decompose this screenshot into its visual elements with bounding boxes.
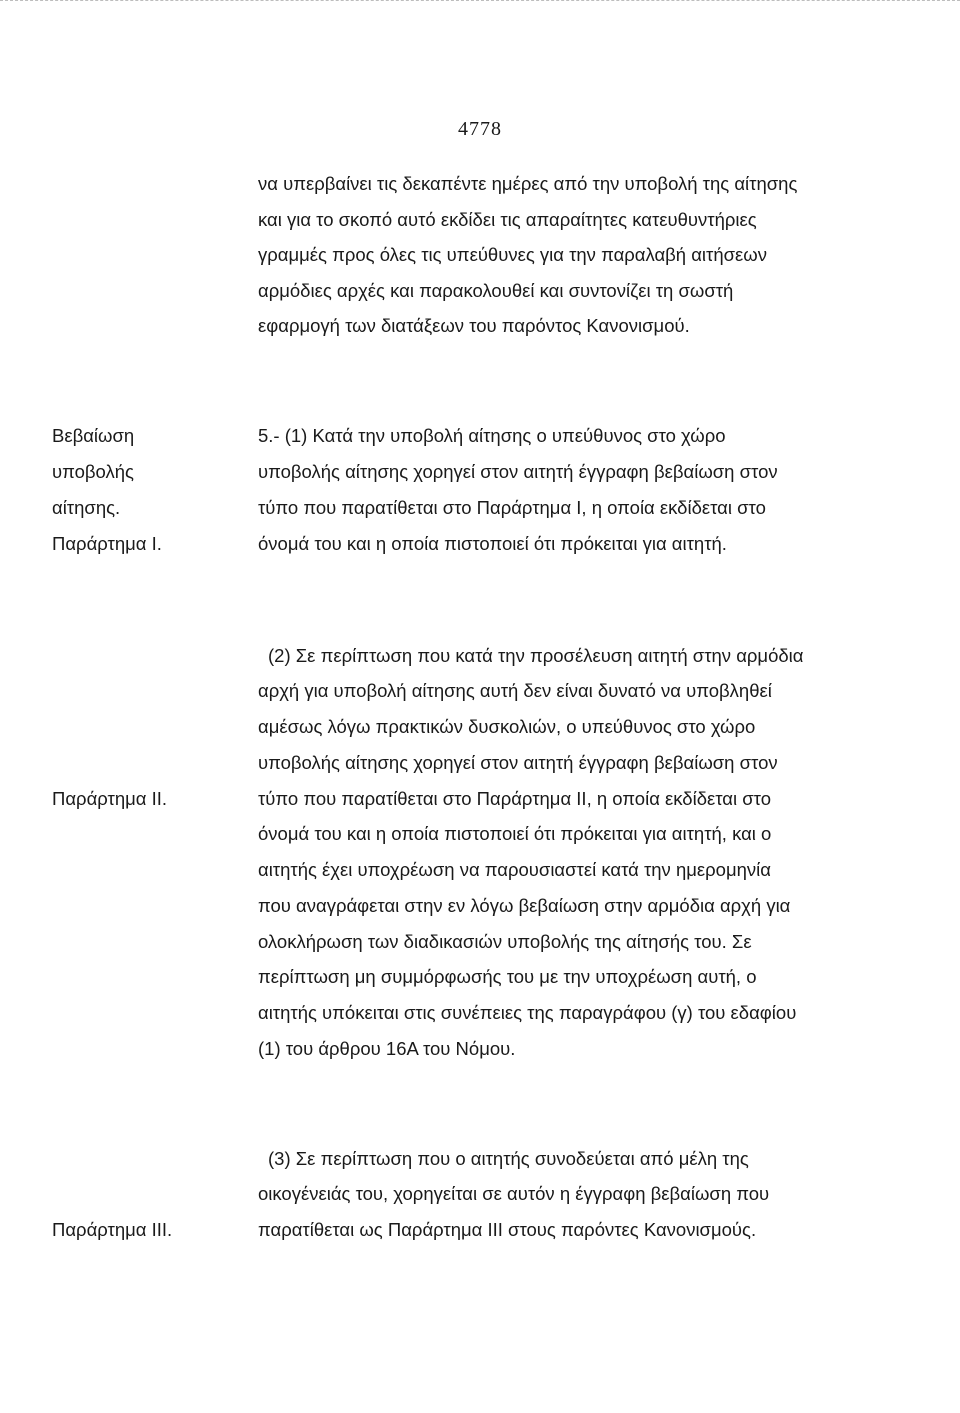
- intro-line: να υπερβαίνει τις δεκαπέντε ημέρες από την υποβολή της αίτησης: [258, 173, 798, 194]
- paragraph2-line: αρχή για υποβολή αίτησης αυτή δεν είναι δυνατό να υποβληθεί: [258, 680, 772, 701]
- paragraph2-line: όνομά του και η οποία πιστοποιεί ότι πρόκειται για αιτητή, και ο: [258, 823, 772, 844]
- paragraph2-line: (1) του άρθρου 16Α του Νόμου.: [258, 1038, 516, 1059]
- margin-note-line: αίτησης.: [52, 497, 121, 518]
- margin-note-line: Βεβαίωση: [52, 425, 135, 446]
- paragraph2-line: περίπτωση μη συμμόρφωσής του με την υποχρέωση αυτή, ο: [258, 966, 757, 987]
- intro-line: αρμόδιες αρχές και παρακολουθεί και συντονίζει τη σωστή: [258, 280, 734, 301]
- paragraph3-line: οικογένειάς του, χορηγείται σε αυτόν η έγγραφη βεβαίωση που: [258, 1183, 770, 1204]
- paragraph3-margin-note: Παράρτημα ΙΙΙ.: [52, 1219, 173, 1240]
- section5-line: τύπο που παρατίθεται στο Παράρτημα Ι, η οποία εκδίδεται στο: [258, 497, 766, 518]
- page-number: 4778: [458, 118, 502, 140]
- paragraph3-line-text: (3) Σε περίπτωση που ο αιτητής συνοδεύεται από μέλη της: [268, 1148, 749, 1169]
- paragraph2-line: ολοκλήρωση των διαδικασιών υποβολής της αίτησής του. Σε: [258, 931, 752, 952]
- paragraph2-margin-note: Παράρτημα ΙΙ.: [52, 788, 168, 809]
- margin-note-line: υποβολής: [52, 461, 134, 482]
- paragraph2-line: αιτητής υπόκειται στις συνέπειες της παραγράφου (γ) του εδαφίου: [258, 1002, 797, 1023]
- top-scan-border: [0, 0, 960, 5]
- intro-line: και για το σκοπό αυτό εκδίδει τις απαραίτητες κατευθυντήριες: [258, 209, 757, 230]
- paragraph2-line: υποβολής αίτησης χορηγεί στον αιτητή έγγραφη βεβαίωση στον: [258, 752, 778, 773]
- margin-note-line: Παράρτημα Ι.: [52, 533, 162, 554]
- section5-line: όνομά του και η οποία πιστοποιεί ότι πρόκειται για αιτητή.: [258, 533, 727, 554]
- section5-line: 5.- (1) Κατά την υποβολή αίτησης ο υπεύθυνος στο χώρο: [258, 425, 726, 446]
- section5-line: υποβολής αίτησης χορηγεί στον αιτητή έγγραφη βεβαίωση στον: [258, 461, 778, 482]
- paragraph2-line: [258, 644, 803, 668]
- paragraph3-line: [258, 1147, 749, 1171]
- paragraph2-line: αμέσως λόγω πρακτικών δυσκολιών, ο υπεύθυνος στο χώρο: [258, 716, 756, 737]
- intro-line: εφαρμογή των διατάξεων του παρόντος Κανονισμού.: [258, 315, 690, 336]
- paragraph2-line: τύπο που παρατίθεται στο Παράρτημα ΙΙ, η οποία εκδίδεται στο: [258, 788, 772, 809]
- intro-line: γραμμές προς όλες τις υπεύθυνες για την παραλαβή αιτήσεων: [258, 244, 767, 265]
- paragraph2-line: που αναγράφεται στην εν λόγω βεβαίωση στην αρμόδια αρχή για: [258, 895, 791, 916]
- paragraph3-line: παρατίθεται ως Παράρτημα ΙΙΙ στους παρόντες Κανονισμούς.: [258, 1219, 757, 1240]
- paragraph2-line-text: (2) Σε περίπτωση που κατά την προσέλευση αιτητή στην αρμόδια: [268, 645, 804, 666]
- paragraph2-line: αιτητής έχει υποχρέωση να παρουσιαστεί κατά την ημερομηνία: [258, 859, 771, 880]
